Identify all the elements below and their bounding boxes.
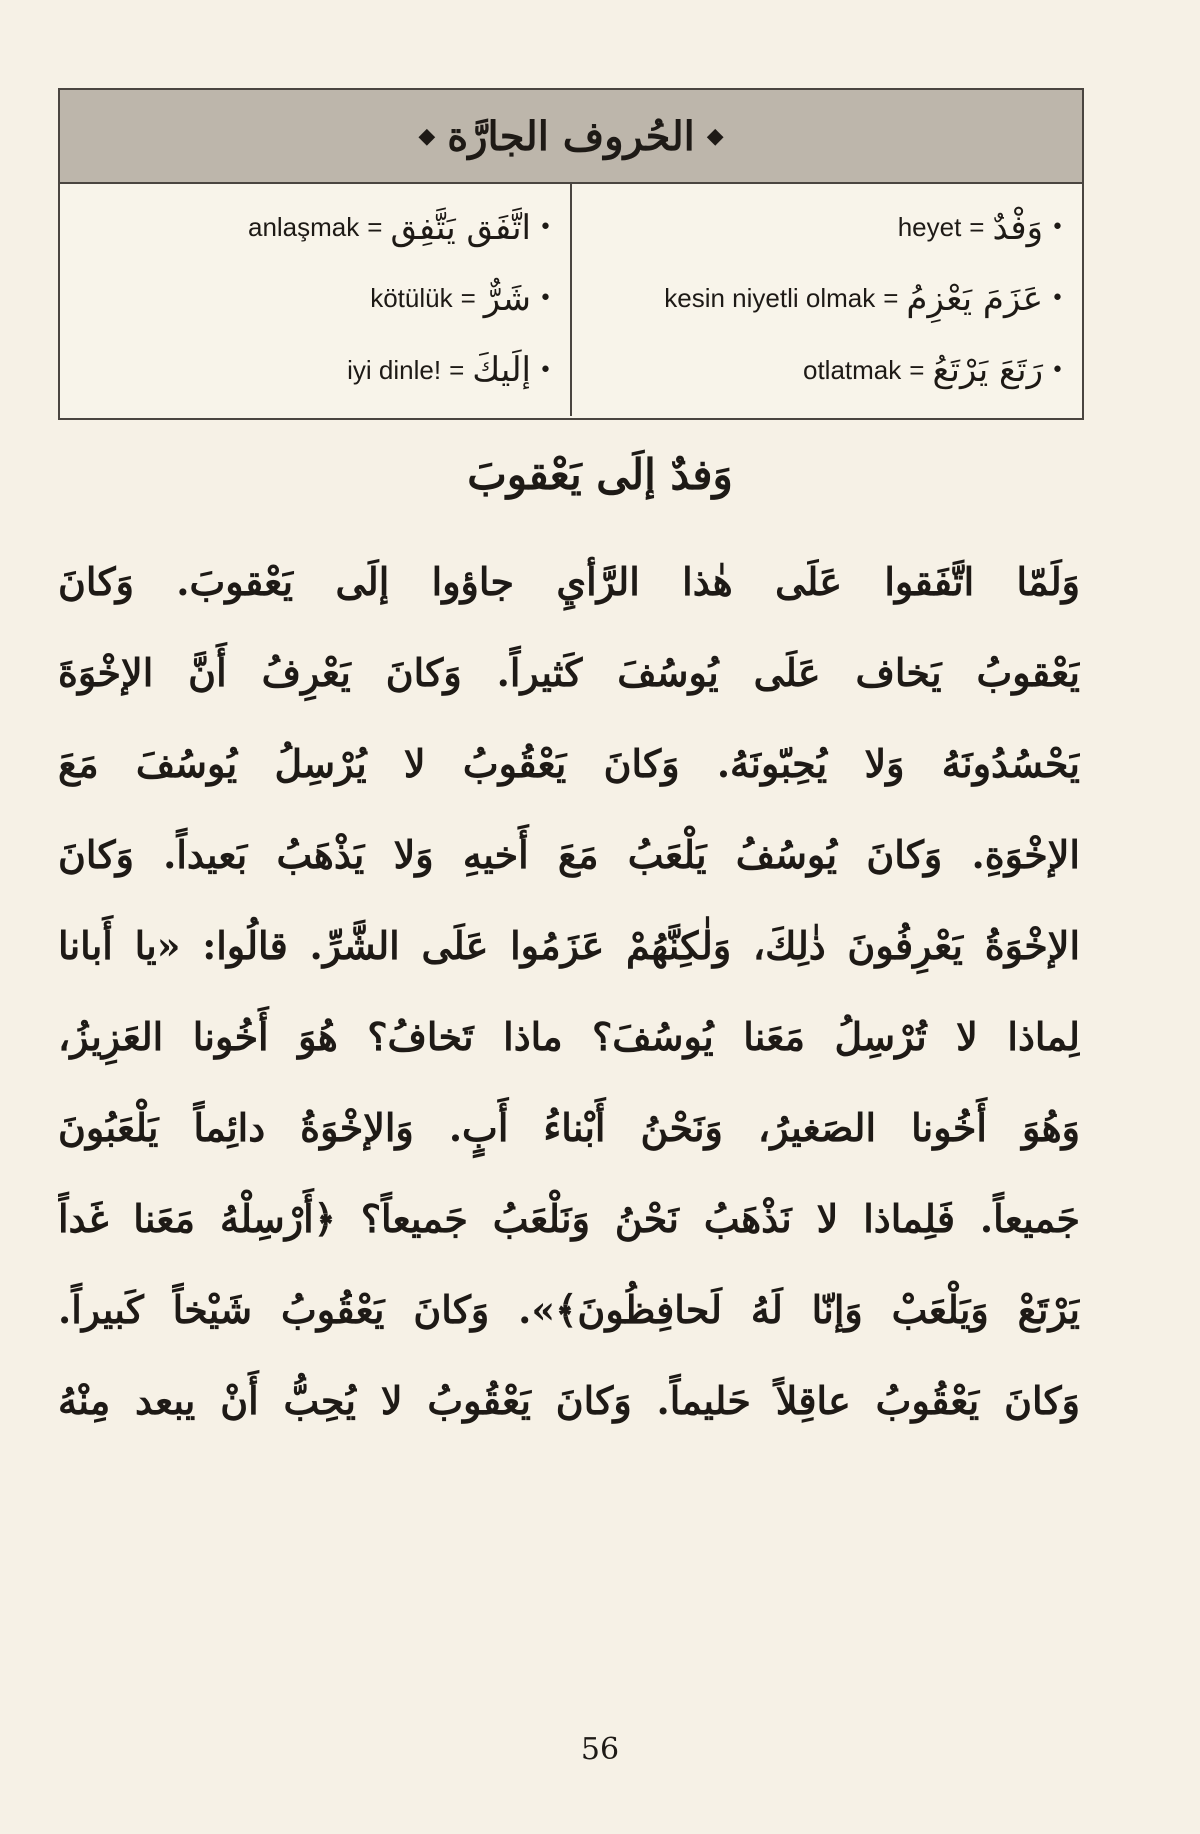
vocabulary-title: الحُروف الجارَّة (447, 112, 695, 160)
story-line: لِماذا لا تُرْسِلُ مَعَنا يُوسُفَ؟ ماذا تَخافُ؟ هُوَ أَخُونا العَزِيزُ، (58, 1014, 1080, 1059)
story-line: الإخْوَةُ يَعْرِفُونَ ذٰلِكَ، وَلٰكِنَّهُمْ عَزَمُوا عَلَى الشَّرِّ. قالُوا: «يا أَبانا (58, 923, 1080, 968)
vocab-translation: kötülük (370, 283, 453, 314)
equals-sign: = (367, 212, 383, 243)
bullet-icon: • (539, 357, 552, 383)
vocab-translation: otlatmak (802, 354, 902, 385)
page-number: 56 (580, 1732, 620, 1767)
story-title: وَفدٌ إلَى يَعْقوبَ (467, 450, 733, 499)
diamond-ornament-icon: ◆ (706, 123, 724, 149)
story-line: وَهُوَ أَخُونا الصَغيرُ، وَنَحْنُ أَبْناءُ أَبٍ. وَالإخْوَةُ دائِماً يَلْعَبُونَ (58, 1105, 1080, 1150)
story-line: وَلَمّا اتَّفَقوا عَلَى هٰذا الرَّأيِ جاؤوا إلَى يَعْقوبَ. وَكانَ (58, 559, 1080, 604)
vocab-arabic: عَزَمَ يَعْزِمُ (906, 278, 1044, 319)
vocabulary-header (60, 90, 1082, 184)
equals-sign: = (969, 212, 985, 243)
equals-sign: = (460, 283, 476, 314)
vocab-arabic: رَتَعَ يَرْتَعُ (932, 350, 1044, 391)
story-body (58, 536, 1080, 1446)
equals-sign: = (909, 354, 925, 385)
story-line: جَميعاً. فَلِماذا لا نَذْهَبُ نَحْنُ وَنَلْعَبُ جَميعاً؟ ﴿أَرْسِلْهُ مَعَنا غَداً (58, 1196, 1080, 1241)
bullet-icon: • (1051, 357, 1064, 383)
story-line: وَكانَ يَعْقُوبُ عاقِلاً حَليماً. وَكانَ يَعْقُوبُ لا يُحِبُّ أَنْ يبعد مِنْهُ (58, 1378, 1080, 1423)
story-line: يَرْتَعْ وَيَلْعَبْ وَإنّا لَهُ لَحافِظُونَ﴾». وَكانَ يَعْقُوبُ شَيْخاً كَبيراً. (58, 1287, 1080, 1332)
vocabulary-column-left (60, 184, 572, 416)
vocab-entry (590, 350, 1064, 390)
vocab-arabic: شَرٌّ (483, 278, 532, 319)
vocab-translation: heyet (897, 212, 962, 243)
bullet-icon: • (539, 215, 552, 241)
vocabulary-column-right (572, 184, 1082, 416)
vocab-entry (78, 208, 552, 248)
vocab-entry (78, 279, 552, 319)
vocab-entry (590, 279, 1064, 319)
vocab-arabic: إلَيكَ (472, 350, 532, 391)
vocab-arabic: وَفْدٌ (992, 207, 1044, 248)
vocabulary-box (58, 88, 1084, 420)
story-line: يَحْسُدُونَهُ وَلا يُحِبّونَهُ. وَكانَ يَعْقُوبُ لا يُرْسِلُ يُوسُفَ مَعَ (58, 741, 1080, 786)
vocab-translation: iyi dinle! (347, 354, 442, 385)
diamond-ornament-icon: ◆ (418, 123, 436, 149)
bullet-icon: • (1051, 215, 1064, 241)
vocab-entry (590, 208, 1064, 248)
bullet-icon: • (1051, 286, 1064, 312)
bullet-icon: • (539, 286, 552, 312)
vocab-translation: kesin niyetli olmak (664, 283, 876, 314)
vocab-translation: anlaşmak (247, 212, 360, 243)
story-line: يَعْقوبُ يَخاف عَلَى يُوسُفَ كَثيراً. وَكانَ يَعْرِفُ أَنَّ الإخْوَةَ (58, 650, 1080, 695)
vocab-arabic: اتَّفَق يَتَّفِق (390, 207, 532, 248)
equals-sign: = (883, 283, 899, 314)
story-line: الإخْوَةِ. وَكانَ يُوسُفُ يَلْعَبُ مَعَ أَخيهِ وَلا يَذْهَبُ بَعيداً. وَكانَ (58, 832, 1080, 877)
equals-sign: = (449, 354, 465, 385)
vocab-entry (78, 350, 552, 390)
